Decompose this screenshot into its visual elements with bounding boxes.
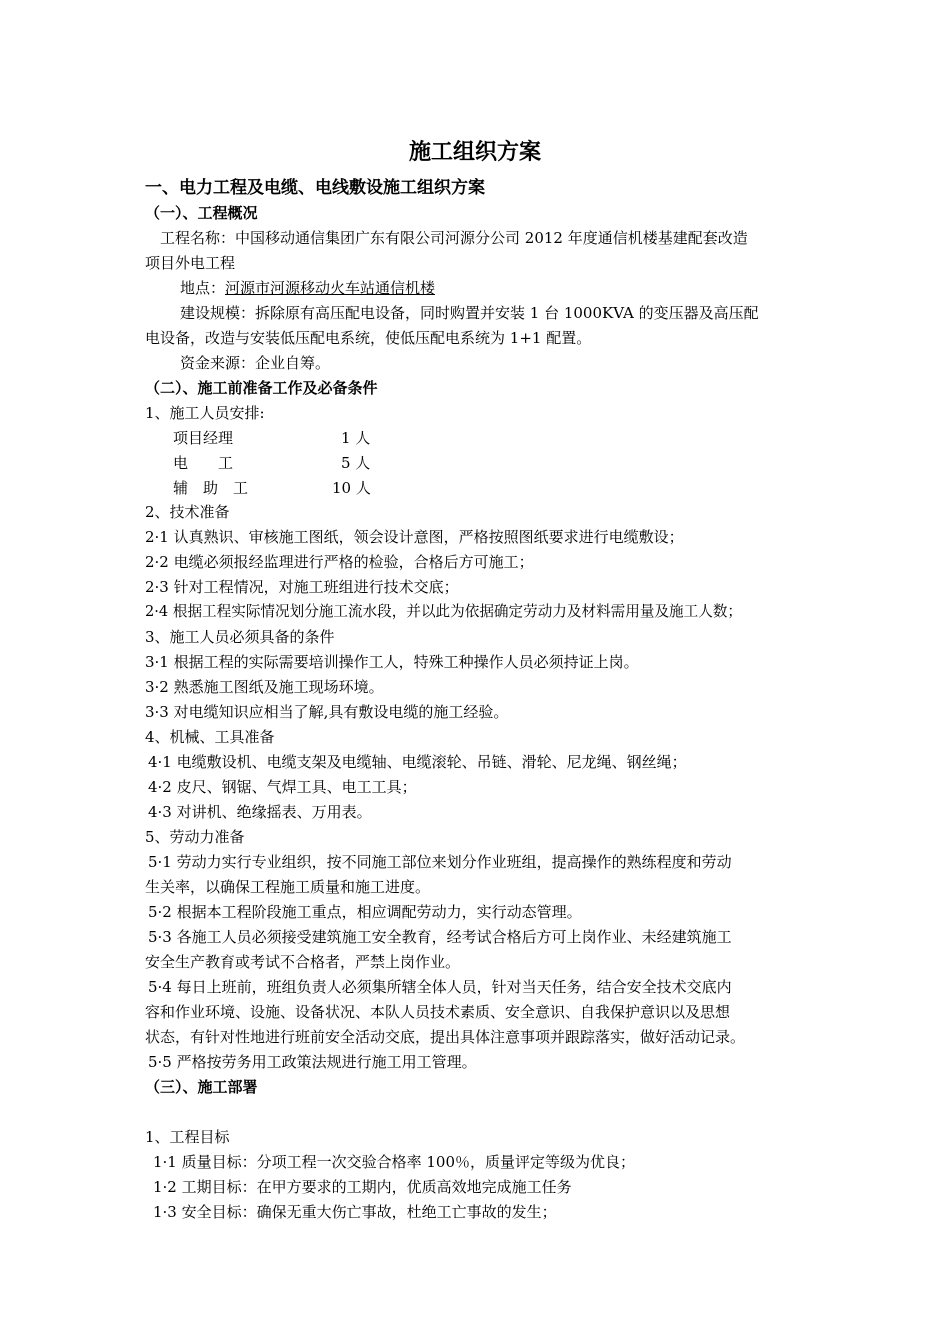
labor-item-5-3-line-2: 安全生产教育或考试不合格者，严禁上岗作业。 xyxy=(145,953,461,971)
staff-count: 10 人 xyxy=(332,479,371,497)
staff-count: 1 人 xyxy=(341,429,371,447)
labor-item-5-1-line-1: 5·1 劳动力实行专业组织，按不同施工部位来划分作业班组，提高操作的熟练程度和劳动 xyxy=(148,853,732,871)
labor-item-5-4-line-3: 状态，有针对性地进行班前安全活动交底，提出具体注意事项并跟踪落实，做好活动记录。 xyxy=(145,1028,746,1046)
goal-item: 1·1 质量目标：分项工程一次交验合格率 100％，质量评定等级为优良； xyxy=(153,1153,636,1171)
labor-item-5-3-line-1: 5·3 各施工人员必须接受建筑施工安全教育，经考试合格后方可上岗作业、未经建筑施工 xyxy=(148,928,732,946)
tools-item: 4·2 皮尺、钢锯、气焊工具、电工工具； xyxy=(148,778,417,796)
location-label: 地点： xyxy=(180,279,226,297)
labor-item-5-4-line-2: 容和作业环境、设施、设备状况、本队人员技术素质、安全意识、自我保护意识以及思想 xyxy=(145,1003,731,1021)
tools-item: 4·1 电缆敷设机、电缆支架及电缆轴、电缆滚轮、吊链、滑轮、尼龙绳、钢丝绳； xyxy=(148,753,687,771)
labor-item-5-1-line-2: 生关率，以确保工程施工质量和施工进度。 xyxy=(145,878,431,896)
tools-heading: 4、机械、工具准备 xyxy=(145,728,275,746)
staff-role: 电 工 xyxy=(173,454,234,472)
staff-heading: 1、施工人员安排: xyxy=(145,404,265,422)
goal-item: 1·2 工期目标：在甲方要求的工期内，优质高效地完成施工任务 xyxy=(153,1178,572,1196)
funding-line: 资金来源：企业自筹。 xyxy=(180,354,331,372)
scale-line-1: 建设规模：拆除原有高压配电设备，同时购置并安装 1 台 1000KVA 的变压器及高压配 xyxy=(180,304,759,322)
scale-line-2: 电设备，改造与安装低压配电系统，使低压配电系统为 1+1 配置。 xyxy=(145,329,592,347)
section-heading: 一、电力工程及电缆、电线敷设施工组织方案 xyxy=(145,178,485,198)
condition-item: 3·2 熟悉施工图纸及施工现场环境。 xyxy=(145,678,384,696)
goals-heading: 1、工程目标 xyxy=(145,1128,230,1146)
tech-item: 2·1 认真熟识、审核施工图纸，领会设计意图，严格按照图纸要求进行电缆敷设； xyxy=(145,528,684,546)
tech-item: 2·2 电缆必须报经监理进行严格的检验，合格后方可施工； xyxy=(145,553,534,571)
location-value: 河源市河源移动火车站通信机楼 xyxy=(225,279,436,297)
goal-item: 1·3 安全目标：确保无重大伤亡事故，杜绝工亡事故的发生； xyxy=(153,1203,557,1221)
labor-heading: 5、劳动力准备 xyxy=(145,828,245,846)
conditions-heading: 3、施工人员必须具备的条件 xyxy=(145,628,335,646)
tech-item: 2·4 根据工程实际情况划分施工流水段，并以此为依据确定劳动力及材料需用量及施工人数； xyxy=(145,603,743,620)
condition-item: 3·1 根据工程的实际需要培训操作工人，特殊工种操作人员必须持证上岗。 xyxy=(145,653,639,671)
labor-item-5-4-line-1: 5·4 每日上班前，班组负责人必须集所辖全体人员，针对当天任务，结合安全技术交底内 xyxy=(148,978,732,996)
prep-heading: （二）、施工前准备工作及必备条件 xyxy=(145,379,378,397)
deploy-heading: （三）、施工部署 xyxy=(145,1078,258,1096)
labor-item-5-2: 5·2 根据本工程阶段施工重点，相应调配劳动力，实行动态管理。 xyxy=(148,903,582,921)
overview-heading: （一）、工程概况 xyxy=(145,204,258,222)
tech-heading: 2、技术准备 xyxy=(145,503,230,521)
document-title: 施工组织方案 xyxy=(408,139,541,165)
labor-item-5-5: 5·5 严格按劳务用工政策法规进行施工用工管理。 xyxy=(148,1053,477,1071)
location-line xyxy=(180,278,435,298)
tools-item: 4·3 对讲机、绝缘摇表、万用表。 xyxy=(148,803,372,821)
project-name-line-2: 项目外电工程 xyxy=(145,254,236,272)
tech-item: 2·3 针对工程情况，对施工班组进行技术交底； xyxy=(145,578,459,596)
project-name-line-1: 工程名称：中国移动通信集团广东有限公司河源分公司 2012 年度通信机楼基建配套改造 xyxy=(160,229,748,247)
staff-role: 辅 助 工 xyxy=(173,479,249,497)
staff-count: 5 人 xyxy=(341,454,371,472)
staff-role: 项目经理 xyxy=(173,429,234,447)
condition-item: 3·3 对电缆知识应相当了解,具有敷设电缆的施工经验。 xyxy=(145,703,509,721)
